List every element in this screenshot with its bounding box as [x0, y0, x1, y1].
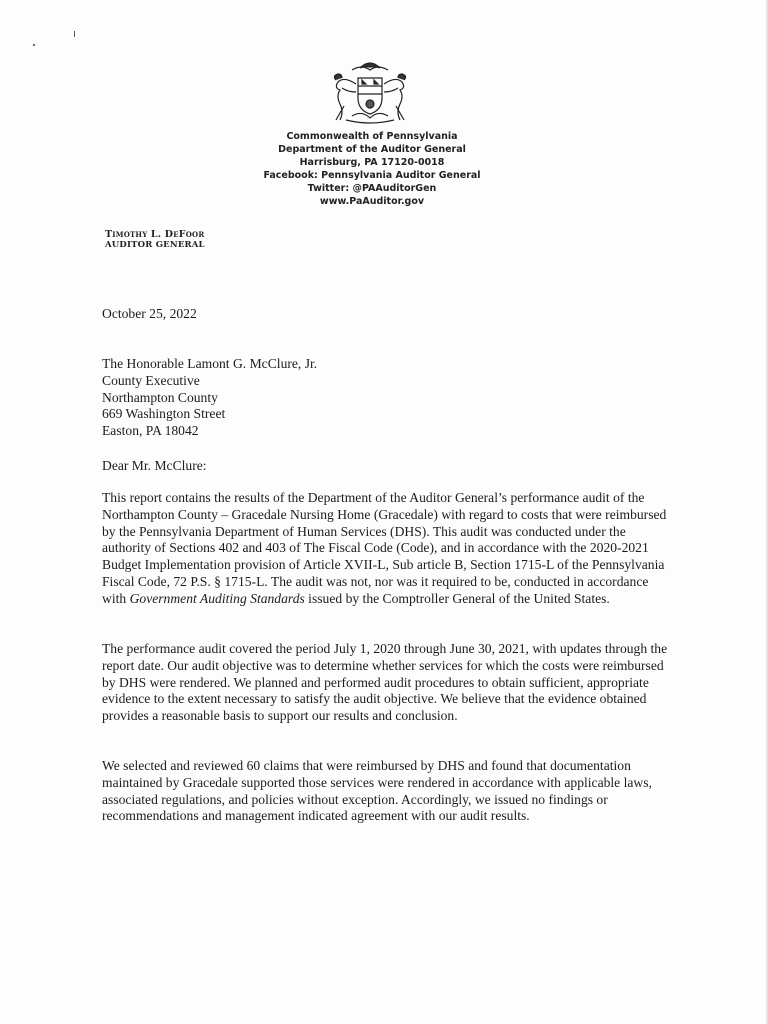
letterhead-line: Harrisburg, PA 17120-0018	[299, 157, 445, 168]
letterhead	[200, 130, 544, 208]
paragraph-2: The performance audit covered the period July 1, 2020 through June 30, 2021, with updates through the report date. Our audit objective was to determine whether services for which the costs were reimbursed by DHS were rendered. We planned and performed audit procedures to obtain sufficient, appropriate evidence to the extent necessary to satisfy the audit objective. We believe that the evidence obtained provides a reasonable basis to support our results and conclusion.	[102, 641, 668, 724]
officer-block	[105, 229, 205, 251]
scan-speck	[74, 31, 75, 37]
officer-title: AUDITOR GENERAL	[105, 240, 205, 250]
recipient-line: Easton, PA 18042	[102, 423, 199, 439]
letterhead-line: Commonwealth of Pennsylvania	[286, 131, 458, 142]
officer-name: Timothy L. DeFoor	[105, 229, 205, 240]
paragraph-1-text: This report contains the results of the Department of the Auditor General’s performance audit of the Northampton County – Gracedale Nursing Home (Gracedale) with regard to costs that were reimbursed by the Pennsylvania Department of Human Services (DHS). This audit was conducted under the authority of Sections 402 and 403 of The Fiscal Code (Code), and in accordance with the 2020-2021 Budget Implementation provision of Article XVII-L, Sub article B, Section 1715-L of the Pennsylvania Fiscal Code, 72 P.S. § 1715-L. The audit was not, nor was it required to be, conducted in accordance with	[102, 490, 667, 606]
recipient-line: Northampton County	[102, 389, 218, 405]
recipient-line: 669 Washington Street	[102, 406, 226, 422]
paragraph-3: We selected and reviewed 60 claims that were reimbursed by DHS and found that documentation maintained by Gracedale supported those services were rendered in accordance with applicable laws, associated regulations, and policies without exception. Accordingly, we issued no findings or recommendations and management indicated agreement with our audit results.	[102, 758, 652, 824]
paragraph-1	[102, 490, 670, 608]
paragraph-1-italic: Government Auditing Standards	[129, 590, 305, 606]
letterhead-line: Facebook: Pennsylvania Auditor General	[263, 170, 481, 181]
letter-date: October 25, 2022	[102, 306, 197, 321]
salutation: Dear Mr. McClure:	[102, 458, 207, 473]
letterhead-line: Twitter: @PAAuditorGen	[307, 183, 437, 194]
paragraph-1-end: issued by the Comptroller General of the United States.	[304, 590, 610, 606]
pennsylvania-seal-icon	[322, 58, 418, 128]
letterhead-line: www.PaAuditor.gov	[319, 196, 425, 207]
scan-speck	[33, 44, 36, 47]
recipient-line: The Honorable Lamont G. McClure, Jr.	[102, 356, 318, 371]
recipient-address	[102, 356, 670, 440]
letterhead-line: Department of the Auditor General	[278, 144, 466, 155]
recipient-line: County Executive	[102, 372, 200, 388]
